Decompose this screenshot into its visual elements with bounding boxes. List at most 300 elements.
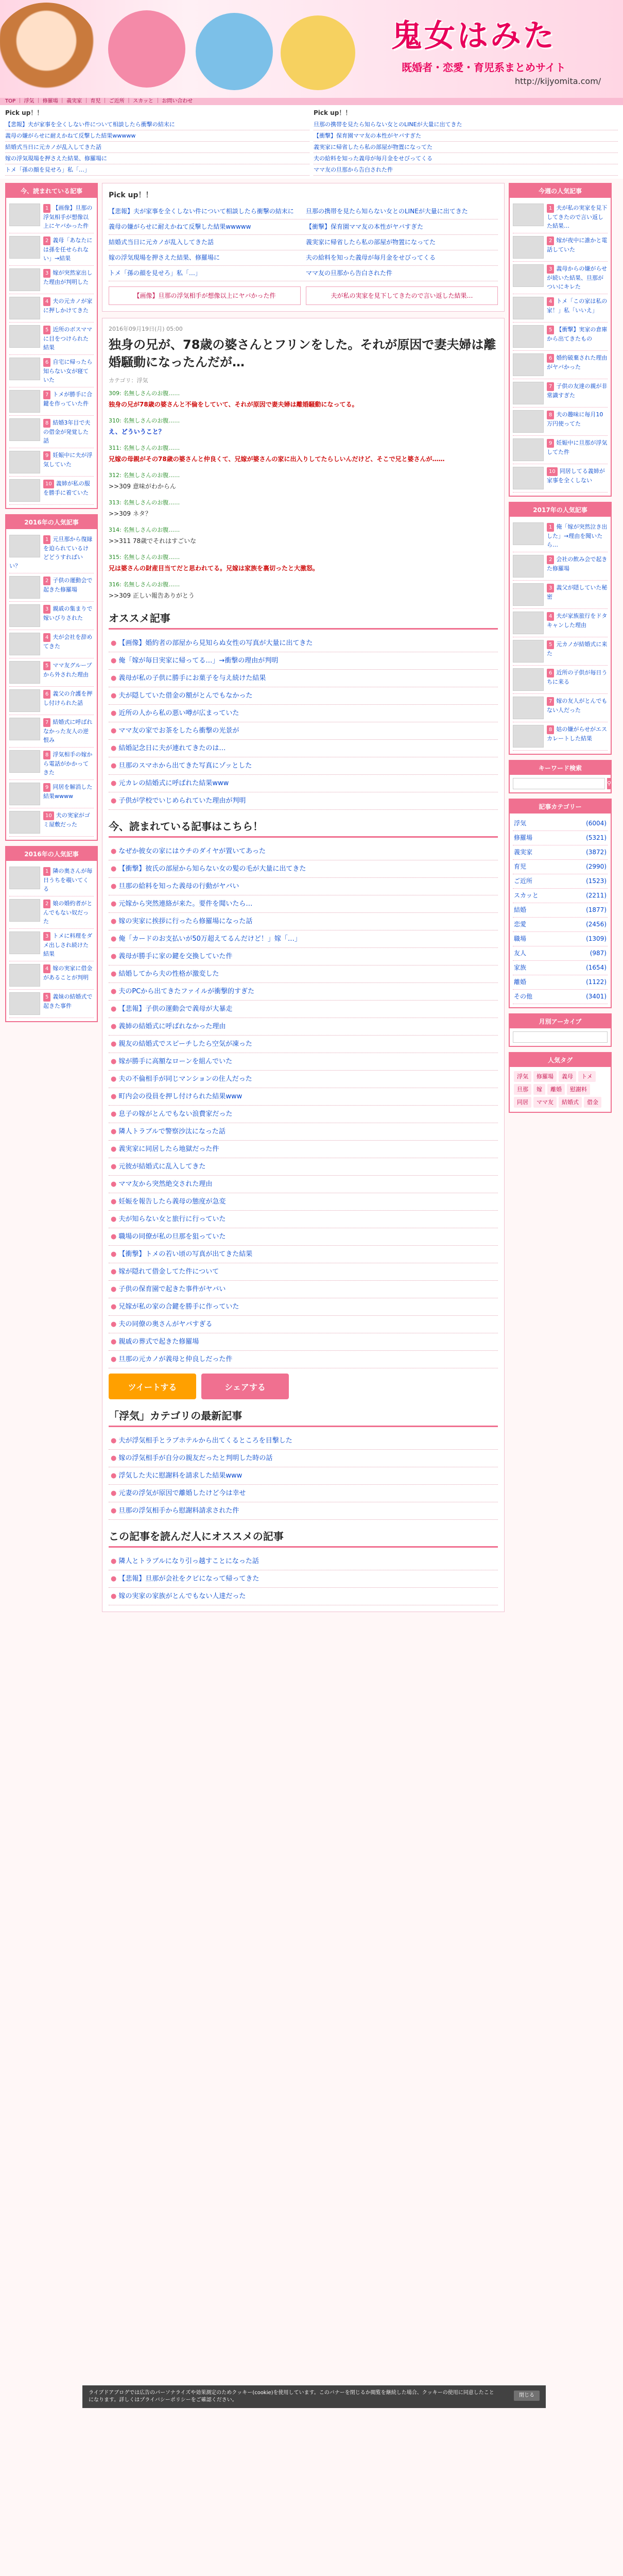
side-rank-link[interactable]: 嫁が突然家出した理由が判明した bbox=[43, 269, 93, 285]
side-rank-item[interactable] bbox=[513, 520, 608, 552]
side-rank-item[interactable] bbox=[513, 351, 608, 379]
side-rank-item[interactable] bbox=[9, 630, 94, 658]
side-rank-item[interactable] bbox=[513, 408, 608, 436]
popular-item[interactable] bbox=[109, 1106, 498, 1123]
osusume-item[interactable] bbox=[109, 775, 498, 792]
thumbnail-image[interactable] bbox=[9, 964, 40, 987]
tag-link[interactable]: 義母 bbox=[559, 1071, 576, 1082]
pickup-link[interactable]: 夫の給料を知った義母が毎月金をせびってくる bbox=[314, 153, 618, 164]
side-rank-link[interactable]: 子供の運動会で起きた修羅場 bbox=[43, 577, 93, 593]
side-rank-item[interactable] bbox=[9, 532, 94, 573]
side-rank-link[interactable]: 義父の介護を押し付けられた話 bbox=[43, 690, 93, 706]
thumbnail-image[interactable] bbox=[9, 718, 40, 740]
popular-item-link[interactable]: 嫁が隠れて借金してた件について bbox=[118, 1268, 219, 1276]
side-rank-link[interactable]: 夫が家族旅行をドタキャンした理由 bbox=[547, 613, 608, 629]
popular-item[interactable] bbox=[109, 1263, 498, 1281]
thumbnail-image[interactable] bbox=[9, 297, 40, 319]
side-rank-item[interactable] bbox=[9, 355, 94, 387]
side-rank-link[interactable]: 元旦那から復縁を迫られているけどどうすればいい？ bbox=[9, 536, 93, 569]
site-title[interactable]: 鬼女はみた bbox=[391, 18, 556, 54]
popular-item[interactable] bbox=[109, 1298, 498, 1316]
thumbnail-image[interactable] bbox=[513, 640, 544, 663]
popular-item-link[interactable]: 親戚の葬式で起きた修羅場 bbox=[118, 1338, 199, 1346]
thumbnail-image[interactable] bbox=[513, 264, 544, 287]
osusume-item[interactable] bbox=[109, 652, 498, 670]
category-item[interactable] bbox=[513, 946, 608, 961]
side-rank-item[interactable] bbox=[9, 748, 94, 780]
side-rank-item[interactable] bbox=[9, 266, 94, 294]
osusume-item[interactable] bbox=[109, 722, 498, 740]
side-rank-link[interactable]: 義父が隠していた秘密 bbox=[547, 584, 608, 600]
side-rank-item[interactable] bbox=[9, 477, 94, 505]
uwaki-item-link[interactable]: 夫が浮気相手とラブホテルから出てくるところを目撃した bbox=[118, 1437, 292, 1445]
popular-item[interactable] bbox=[109, 1053, 498, 1071]
popular-item[interactable] bbox=[109, 1281, 498, 1298]
side-rank-link[interactable]: ママ友グループから外された理由 bbox=[43, 662, 92, 678]
side-rank-item[interactable] bbox=[9, 896, 94, 929]
side-rank-link[interactable]: 義母からの嫌がらせが続いた結果、旦那がついにキレた bbox=[547, 265, 608, 290]
category-name[interactable]: 職場 bbox=[514, 935, 527, 942]
side-rank-item[interactable] bbox=[513, 694, 608, 722]
popular-item-link[interactable]: 元彼が結婚式に乱入してきた bbox=[118, 1163, 206, 1171]
osusume-item-link[interactable]: 夫が隠していた借金の額がとんでもなかった bbox=[118, 692, 253, 700]
side-rank-link[interactable]: 夫が私の実家を見下してきたので言い返した結果… bbox=[547, 205, 608, 229]
osusume-item-link[interactable]: 俺「嫁が毎日実家に帰ってる…」→衝撃の理由が判明 bbox=[118, 657, 279, 665]
category-name[interactable]: その他 bbox=[514, 993, 533, 1000]
tag-link[interactable]: 浮気 bbox=[514, 1071, 531, 1082]
side-rank-item[interactable] bbox=[9, 201, 94, 233]
side-rank-item[interactable] bbox=[513, 294, 608, 323]
tag-link[interactable]: 離婚 bbox=[547, 1084, 565, 1095]
thumbnail-image[interactable] bbox=[9, 899, 40, 922]
popular-item[interactable] bbox=[109, 878, 498, 895]
popular-item-link[interactable]: 【悲報】子供の運動会で義母が大暴走 bbox=[118, 1005, 233, 1013]
side-rank-link[interactable]: 夫の趣味に毎月10万円使ってた bbox=[547, 411, 603, 427]
recommend-item-link[interactable]: 隣人とトラブルになり引っ越すことになった話 bbox=[118, 1557, 259, 1565]
tag-link[interactable]: 借金 bbox=[584, 1097, 601, 1108]
thumbnail-image[interactable] bbox=[513, 697, 544, 719]
tag-link[interactable]: 結婚式 bbox=[559, 1097, 582, 1108]
side-rank-item[interactable] bbox=[9, 448, 94, 477]
uwaki-item-link[interactable]: 浮気した夫に慰謝料を請求した結果www bbox=[118, 1472, 243, 1480]
category-item[interactable] bbox=[513, 831, 608, 845]
popular-item[interactable] bbox=[109, 1176, 498, 1193]
side-rank-item[interactable] bbox=[9, 233, 94, 266]
thumbnail-image[interactable] bbox=[513, 522, 544, 545]
pickup-link[interactable]: ママ友の旦那から告白された件 bbox=[306, 269, 393, 277]
pickup-link[interactable]: トメ「孫の顔を見せろ」私「…」 bbox=[109, 269, 201, 277]
tag-link[interactable]: ママ友 bbox=[533, 1097, 557, 1108]
side-rank-item[interactable] bbox=[9, 780, 94, 808]
side-rank-item[interactable] bbox=[513, 323, 608, 351]
thumbnail-image[interactable] bbox=[513, 725, 544, 748]
side-rank-item[interactable] bbox=[9, 715, 94, 748]
thumbnail-image[interactable] bbox=[9, 535, 40, 557]
category-name[interactable]: 離婚 bbox=[514, 978, 527, 986]
thumbnail-image[interactable] bbox=[513, 325, 544, 348]
osusume-item[interactable] bbox=[109, 757, 498, 775]
pickup-quote-link[interactable]: 夫が私の実家を見下してきたので言い返した結果… bbox=[306, 286, 498, 305]
popular-item-link[interactable]: なぜか彼女の家にはウチのダイヤが置いてあった bbox=[118, 848, 266, 855]
bullet-icon: ● bbox=[111, 935, 117, 943]
popular-item-link[interactable]: 俺「カードのお支払いが50万超えてるんだけど！」嫁「…」 bbox=[118, 935, 301, 943]
thumbnail-image[interactable] bbox=[9, 479, 40, 502]
uwaki-item-link[interactable]: 旦那の浮気相手から慰謝料請求された件 bbox=[118, 1507, 239, 1515]
site-url[interactable]: http://kijyomita.com/ bbox=[515, 76, 601, 86]
main-pickup-quotes bbox=[109, 286, 498, 305]
side-rank-link[interactable]: 結婚式に呼ばれなかった友人の逆恨み bbox=[43, 719, 93, 743]
pickup-link[interactable]: 結婚式当日に元カノが乱入してきた話 bbox=[109, 239, 214, 246]
tag-link[interactable]: 修羅場 bbox=[533, 1071, 557, 1082]
side-rank-link[interactable]: 婚約破棄された理由がヤバかった bbox=[547, 354, 608, 370]
category-name[interactable]: 友人 bbox=[514, 950, 527, 957]
category-name[interactable]: ご近所 bbox=[514, 877, 533, 885]
thumbnail-image[interactable] bbox=[9, 783, 40, 805]
popular-item[interactable] bbox=[109, 843, 498, 860]
category-name[interactable]: 育児 bbox=[514, 863, 527, 870]
side-rank-item[interactable] bbox=[9, 387, 94, 416]
tag-link[interactable]: 同居 bbox=[514, 1097, 531, 1108]
archive-select[interactable] bbox=[513, 1031, 608, 1043]
thumbnail-image[interactable] bbox=[513, 236, 544, 259]
side-rank-link[interactable]: 夫の実家がゴミ屋敷だった bbox=[43, 812, 90, 828]
recommend-item[interactable] bbox=[109, 1588, 498, 1605]
pickup-link[interactable]: 義母の嫌がらせに耐えかねて反撃した結果wwwww bbox=[109, 223, 251, 230]
side-rank-link[interactable]: 近所のボスママに目をつけられた結果 bbox=[43, 326, 93, 351]
thumbnail-image[interactable] bbox=[9, 236, 40, 259]
side-rank-item[interactable] bbox=[513, 552, 608, 581]
side-rank-item[interactable] bbox=[513, 436, 608, 464]
side-rank-link[interactable]: 同居を解消した結果wwww bbox=[43, 784, 93, 800]
thumbnail-image[interactable] bbox=[513, 583, 544, 606]
category-item[interactable] bbox=[513, 845, 608, 860]
thumbnail-image[interactable] bbox=[9, 689, 40, 712]
category-name[interactable]: 家族 bbox=[514, 964, 527, 971]
osusume-item-link[interactable]: 【画像】婚約者の部屋から見知らぬ女性の写真が大量に出てきた bbox=[118, 639, 313, 647]
side-rank-link[interactable]: 娘の婚約者がとんでもない奴だった bbox=[43, 900, 93, 925]
side-rank-link[interactable]: 嫁の友人がとんでもない人だった bbox=[547, 698, 608, 714]
osusume-item[interactable] bbox=[109, 635, 498, 652]
pickup-link[interactable]: 【衝撃】保育園ママ友の本性がヤバすぎた bbox=[314, 130, 618, 142]
category-name[interactable]: 義実家 bbox=[514, 849, 533, 856]
pickup-link[interactable]: 【衝撃】保育園ママ友の本性がヤバすぎた bbox=[306, 223, 424, 230]
side-rank-item[interactable] bbox=[513, 262, 608, 294]
popular-item[interactable] bbox=[109, 1123, 498, 1141]
side-rank-link[interactable]: 【衝撃】実家の倉庫から出てきたもの bbox=[547, 326, 608, 342]
pickup-link[interactable]: 義母の嫌がらせに耐えかねて反撃した結果wwwww bbox=[5, 130, 309, 142]
popular-item-link[interactable]: 元嫁から突然連絡が来た。要件を聞いたら… bbox=[118, 900, 253, 908]
osusume-item-link[interactable]: 義母が私の子供に勝手にお菓子を与え続けた結果 bbox=[118, 674, 266, 682]
pickup-link[interactable]: 旦那の携帯を見たら知らない女とのLINEが大量に出てきた bbox=[314, 119, 618, 130]
uwaki-item[interactable] bbox=[109, 1485, 498, 1502]
side-rank-item[interactable] bbox=[9, 929, 94, 961]
category-item[interactable] bbox=[513, 903, 608, 918]
uwaki-item[interactable] bbox=[109, 1467, 498, 1485]
popular-item-link[interactable]: ママ友から突然絶交された理由 bbox=[118, 1180, 213, 1188]
tag-link[interactable]: 嫁 bbox=[533, 1084, 545, 1095]
side-rank-link[interactable]: 俺「嫁が突然泣き出した」→理由を聞いたら… bbox=[547, 523, 608, 548]
popular-item-link[interactable]: 隣人トラブルで警察沙汰になった話 bbox=[118, 1128, 226, 1136]
thumbnail-image[interactable] bbox=[9, 661, 40, 684]
side-rank-item[interactable] bbox=[9, 323, 94, 355]
popular-item[interactable] bbox=[109, 913, 498, 930]
side-rank-link[interactable]: 会社の飲み会で起きた修羅場 bbox=[547, 556, 608, 572]
side-rank-link[interactable]: 【画像】旦那の浮気相手が想像以上にヤバかった件 bbox=[43, 205, 93, 229]
popular-item-link[interactable]: 子供の保育園で起きた事件がヤバい bbox=[118, 1285, 226, 1293]
side-rank-link[interactable]: トメに料理をダメ出しされ続けた結果 bbox=[43, 933, 93, 957]
article-title[interactable]: 独身の兄が、78歳の婆さんとフリンをした。それが原因で妻夫婦は離婚騒動になったんだが… bbox=[109, 337, 496, 369]
category-item[interactable] bbox=[513, 860, 608, 874]
bullet-icon: ● bbox=[111, 1268, 117, 1276]
side-rank-item[interactable] bbox=[513, 581, 608, 609]
popular-item[interactable] bbox=[109, 1333, 498, 1351]
popular-item-link[interactable]: 義母が勝手に家の鍵を交換していた件 bbox=[118, 953, 233, 960]
popular-item[interactable] bbox=[109, 1018, 498, 1036]
search-input[interactable] bbox=[513, 778, 605, 789]
category-item[interactable] bbox=[513, 918, 608, 932]
global-nav[interactable]: TOP ｜ 浮気 ｜ 修羅場 ｜ 義実家 ｜ 育児 ｜ ご近所 ｜ スカッと ｜ お問い合わせ bbox=[0, 98, 623, 105]
popular-item-link[interactable]: 町内会の役員を押し付けられた結果www bbox=[118, 1093, 243, 1100]
thumbnail-image[interactable] bbox=[9, 750, 40, 773]
thumbnail-image[interactable] bbox=[513, 382, 544, 404]
side-rank-link[interactable]: 親戚の集まりで嫁いびりされた bbox=[43, 605, 93, 621]
thumbnail-image[interactable] bbox=[9, 811, 40, 834]
side-rank-link[interactable]: 結婚3年目で夫の借金が発覚した話 bbox=[43, 419, 91, 444]
thumbnail-image[interactable] bbox=[9, 390, 40, 413]
side-rank-link[interactable]: 嫁が夜中に誰かと電話していた bbox=[547, 237, 608, 253]
side-rank-link[interactable]: 隣の奥さんが毎日うちを覗いてくる bbox=[43, 868, 93, 892]
osusume-item-link[interactable]: 結婚記念日に夫が連れてきたのは… bbox=[118, 744, 226, 752]
thumbnail-image[interactable] bbox=[9, 204, 40, 226]
side-rank-link[interactable]: 妊娠中に夫が浮気していた bbox=[43, 452, 93, 468]
uwaki-item[interactable] bbox=[109, 1502, 498, 1520]
category-name[interactable]: スカッと bbox=[514, 892, 539, 899]
popular-item[interactable] bbox=[109, 1228, 498, 1246]
pickup-quote-link[interactable]: 【画像】旦那の浮気相手が想像以上にヤバかった件 bbox=[109, 286, 301, 305]
popular-item-link[interactable]: 息子の嫁がとんでもない浪費家だった bbox=[118, 1110, 233, 1118]
popular-item-link[interactable]: 兄嫁が私の家の合鍵を勝手に作っていた bbox=[118, 1303, 239, 1311]
osusume-item-link[interactable]: 元カレの結婚式に呼ばれた結果www bbox=[118, 779, 229, 787]
side-rank-link[interactable]: 元カノが結婚式に来た bbox=[547, 641, 608, 657]
side-rank-link[interactable]: トメが勝手に合鍵を作っていた件 bbox=[43, 391, 93, 407]
tag-link[interactable]: 旦那 bbox=[514, 1084, 531, 1095]
pickup-link[interactable]: 旦那の携帯を見たら知らない女とのLINEが大量に出てきた bbox=[306, 208, 468, 215]
thumbnail-image[interactable] bbox=[513, 668, 544, 691]
thumbnail-image[interactable] bbox=[9, 931, 40, 954]
cookie-close-button[interactable]: 閉じる bbox=[514, 2391, 540, 2401]
rank-number: 4 bbox=[43, 297, 50, 306]
category-name[interactable]: 修羅場 bbox=[514, 834, 533, 841]
side-rank-link[interactable]: 夫の元カノが家に押しかけてきた bbox=[43, 298, 93, 314]
popular-item-link[interactable]: 夫のPCから出てきたファイルが衝撃的すぎた bbox=[118, 988, 255, 995]
side-rank-item[interactable] bbox=[513, 609, 608, 637]
osusume-item[interactable] bbox=[109, 740, 498, 757]
side-rank-link[interactable]: 嫁の実家に借金があることが判明 bbox=[43, 965, 93, 981]
side-rank-link[interactable]: 妊娠中に旦那が浮気してた件 bbox=[547, 439, 608, 455]
recommend-item[interactable] bbox=[109, 1570, 498, 1588]
pickup-link[interactable]: トメ「孫の顔を見せろ」私「…」 bbox=[5, 164, 309, 176]
pickup-link[interactable]: 夫の給料を知った義母が毎月金をせびってくる bbox=[306, 254, 436, 261]
side-rank-link[interactable]: 浮気相手の嫁から電話がかかってきた bbox=[43, 751, 93, 776]
thumbnail-image[interactable] bbox=[513, 297, 544, 319]
popular-item-link[interactable]: 夫の不倫相手が同じマンションの住人だった bbox=[118, 1075, 252, 1083]
thumbnail-image[interactable] bbox=[9, 451, 40, 473]
category-item[interactable] bbox=[513, 990, 608, 1004]
popular-item-link[interactable]: 妊娠を報告したら義母の態度が急変 bbox=[118, 1198, 226, 1206]
side-rank-item[interactable] bbox=[513, 464, 608, 493]
osusume-item-link[interactable]: 子供が学校でいじめられていた理由が判明 bbox=[118, 797, 246, 805]
category-item[interactable] bbox=[513, 975, 608, 990]
side-rank-item[interactable] bbox=[513, 637, 608, 666]
thumbnail-image[interactable] bbox=[513, 467, 544, 489]
thumbnail-image[interactable] bbox=[9, 325, 40, 348]
side-rank-item[interactable] bbox=[513, 379, 608, 408]
side-rank-item[interactable] bbox=[9, 602, 94, 630]
thumbnail-image[interactable] bbox=[513, 353, 544, 376]
side-rank-item[interactable] bbox=[9, 416, 94, 448]
popular-item-link[interactable]: 【衝撃】トメの若い頃の写真が出てきた結果 bbox=[118, 1250, 253, 1258]
tag-link[interactable]: 慰謝料 bbox=[567, 1084, 590, 1095]
pickup-link[interactable]: 【悲報】夫が家事を全くしない件について相談したら衝撃の結末に bbox=[5, 119, 309, 130]
popular-item-link[interactable]: 結婚してから夫の性格が激変した bbox=[118, 970, 219, 978]
article-category[interactable]: カテゴリ：浮気 bbox=[109, 377, 148, 384]
side-rank-item[interactable] bbox=[513, 233, 608, 262]
side-rank-link[interactable]: 自宅に帰ったら知らない女が寝ていた bbox=[43, 359, 93, 383]
popular-item-link[interactable]: 義姉の結婚式に呼ばれなかった理由 bbox=[118, 1023, 226, 1030]
pickup-link[interactable]: 嫁の浮気現場を押さえた結果、修羅場に bbox=[5, 153, 309, 164]
thumbnail-image[interactable] bbox=[9, 633, 40, 655]
popular-item[interactable] bbox=[109, 860, 498, 878]
category-item[interactable] bbox=[513, 889, 608, 903]
uwaki-item[interactable] bbox=[109, 1450, 498, 1467]
side-rank-item[interactable] bbox=[9, 573, 94, 602]
thumbnail-image[interactable] bbox=[9, 604, 40, 627]
side-rank-item[interactable] bbox=[9, 294, 94, 323]
category-item[interactable] bbox=[513, 932, 608, 946]
popular-item[interactable] bbox=[109, 1088, 498, 1106]
popular-item[interactable] bbox=[109, 1158, 498, 1176]
uwaki-item-link[interactable]: 嫁の浮気相手が自分の親友だったと判明した時の話 bbox=[118, 1454, 273, 1462]
pickup-link[interactable]: 結婚式当日に元カノが乱入してきた話 bbox=[5, 142, 309, 153]
popular-item-link[interactable]: 職場の同僚が私の旦那を狙っていた bbox=[118, 1233, 226, 1241]
popular-item[interactable] bbox=[109, 1071, 498, 1088]
popular-item-link[interactable]: 義実家に同居したら地獄だった件 bbox=[118, 1145, 219, 1153]
popular-item[interactable] bbox=[109, 1036, 498, 1053]
osusume-item-link[interactable]: 旦那のスマホから出てきた写真にゾッとした bbox=[118, 762, 252, 770]
popular-item-link[interactable]: 嫁の実家に挨拶に行ったら修羅場になった話 bbox=[118, 918, 253, 925]
thumbnail-image[interactable] bbox=[513, 204, 544, 226]
popular-item[interactable] bbox=[109, 1211, 498, 1228]
side-rank-link[interactable]: 義妹の結婚式で起きた事件 bbox=[43, 993, 93, 1009]
uwaki-item-link[interactable]: 元妻の浮気が原因で離婚したけど今は幸せ bbox=[118, 1489, 246, 1497]
thumbnail-image[interactable] bbox=[9, 576, 40, 599]
side-rank-link[interactable]: 夫が会社を辞めてきた bbox=[43, 634, 93, 650]
side-rank-item[interactable] bbox=[513, 666, 608, 694]
uwaki-item[interactable] bbox=[109, 1432, 498, 1450]
category-name[interactable]: 恋愛 bbox=[514, 921, 527, 928]
thumbnail-image[interactable] bbox=[9, 867, 40, 889]
thumbnail-image[interactable] bbox=[9, 418, 40, 441]
thumbnail-image[interactable] bbox=[513, 612, 544, 634]
side-rank-item[interactable] bbox=[9, 990, 94, 1018]
osusume-item[interactable] bbox=[109, 792, 498, 810]
category-name[interactable]: 結婚 bbox=[514, 906, 527, 913]
side-rank-item[interactable] bbox=[9, 961, 94, 990]
pickup-link[interactable]: 義実家に帰省したら私の部屋が物置になってた bbox=[314, 142, 618, 153]
thumbnail-image[interactable] bbox=[513, 555, 544, 578]
side-rank-link[interactable]: 義姉が私の服を勝手に着ていた bbox=[43, 480, 90, 496]
popular-item[interactable] bbox=[109, 1246, 498, 1263]
side-rank-item[interactable] bbox=[9, 658, 94, 687]
popular-item[interactable] bbox=[109, 1001, 498, 1018]
popular-item[interactable] bbox=[109, 1141, 498, 1158]
tweet-button[interactable]: ツイートする bbox=[109, 1374, 196, 1399]
category-item[interactable] bbox=[513, 874, 608, 889]
popular-item[interactable] bbox=[109, 895, 498, 913]
side-rank-link[interactable]: 姑の嫌がらせがエスカレートした結果 bbox=[547, 726, 608, 742]
side-rank-link[interactable]: トメ「この家は私の家！」私「いいえ」 bbox=[547, 298, 608, 314]
side-rank-item[interactable] bbox=[9, 687, 94, 715]
thumbnail-image[interactable] bbox=[9, 268, 40, 291]
popular-item-link[interactable]: 旦那の給料を知った義母の行動がヤバい bbox=[118, 883, 239, 890]
category-item[interactable] bbox=[513, 817, 608, 831]
popular-item[interactable] bbox=[109, 1193, 498, 1211]
side-rank-link[interactable]: 子供の友達の親が非常識すぎた bbox=[547, 383, 608, 399]
pickup-link[interactable]: 嫁の浮気現場を押さえた結果、修羅場に bbox=[109, 254, 220, 261]
side-rank-item[interactable] bbox=[513, 201, 608, 233]
popular-item-link[interactable]: 嫁が勝手に高額なローンを組んでいた bbox=[118, 1058, 233, 1065]
popular-item-link[interactable]: 夫の同僚の奥さんがヤバすぎる bbox=[118, 1320, 213, 1328]
osusume-item[interactable] bbox=[109, 705, 498, 722]
recommend-item[interactable] bbox=[109, 1553, 498, 1570]
osusume-item[interactable] bbox=[109, 670, 498, 687]
thumbnail-image[interactable] bbox=[513, 410, 544, 433]
popular-item[interactable] bbox=[109, 1351, 498, 1368]
popular-item[interactable] bbox=[109, 948, 498, 965]
thumbnail-image[interactable] bbox=[9, 358, 40, 380]
popular-item[interactable] bbox=[109, 983, 498, 1001]
side-rank-item[interactable] bbox=[9, 808, 94, 837]
share-button[interactable]: シェアする bbox=[201, 1374, 289, 1399]
osusume-item-link[interactable]: ママ友の家でお茶をしたら衝撃の光景が bbox=[118, 727, 239, 735]
popular-item-link[interactable]: 夫が知らない女と旅行に行っていた bbox=[118, 1215, 226, 1223]
osusume-item[interactable] bbox=[109, 687, 498, 705]
side-rank-item[interactable] bbox=[9, 864, 94, 896]
tag-link[interactable]: トメ bbox=[578, 1071, 596, 1082]
category-name[interactable]: 浮気 bbox=[514, 820, 527, 827]
popular-item[interactable] bbox=[109, 1316, 498, 1333]
side-rank-item[interactable] bbox=[513, 722, 608, 751]
pickup-link[interactable]: 義実家に帰省したら私の部屋が物置になってた bbox=[306, 239, 436, 246]
recommend-item-link[interactable]: 嫁の実家の家族がとんでもない人達だった bbox=[118, 1592, 246, 1600]
popular-item[interactable] bbox=[109, 965, 498, 983]
osusume-item-link[interactable]: 近所の人から私の悪い噂が広まっていた bbox=[118, 709, 239, 717]
pickup-link[interactable]: 【悲報】夫が家事を全くしない件について相談したら衝撃の結末に bbox=[109, 208, 294, 215]
side-rank-link[interactable]: 義母「あなたには孫を任せられない」→結果 bbox=[43, 237, 93, 262]
pickup-link[interactable]: ママ友の旦那から告白された件 bbox=[314, 164, 618, 176]
popular-item-link[interactable]: 旦那の元カノが義母と仲良しだった件 bbox=[118, 1355, 233, 1363]
thumbnail-image[interactable] bbox=[9, 992, 40, 1015]
side-rank-link[interactable]: 近所の子供が毎日うちに来る bbox=[547, 669, 608, 685]
category-item[interactable] bbox=[513, 961, 608, 975]
search-icon[interactable]: ⚲ bbox=[607, 778, 611, 789]
popular-item-link[interactable]: 【衝撃】彼氏の部屋から知らない女の髪の毛が大量に出てきた bbox=[118, 865, 306, 873]
thumbnail-image[interactable] bbox=[513, 438, 544, 461]
popular-item-link[interactable]: 親友の結婚式でスピーチしたら空気が凍った bbox=[118, 1040, 252, 1048]
recommend-item-link[interactable]: 【悲報】旦那が会社をクビになって帰ってきた bbox=[118, 1575, 259, 1583]
side-rank-link[interactable]: 同居してる義姉が家事を全くしない bbox=[547, 468, 605, 484]
popular-item[interactable] bbox=[109, 930, 498, 948]
